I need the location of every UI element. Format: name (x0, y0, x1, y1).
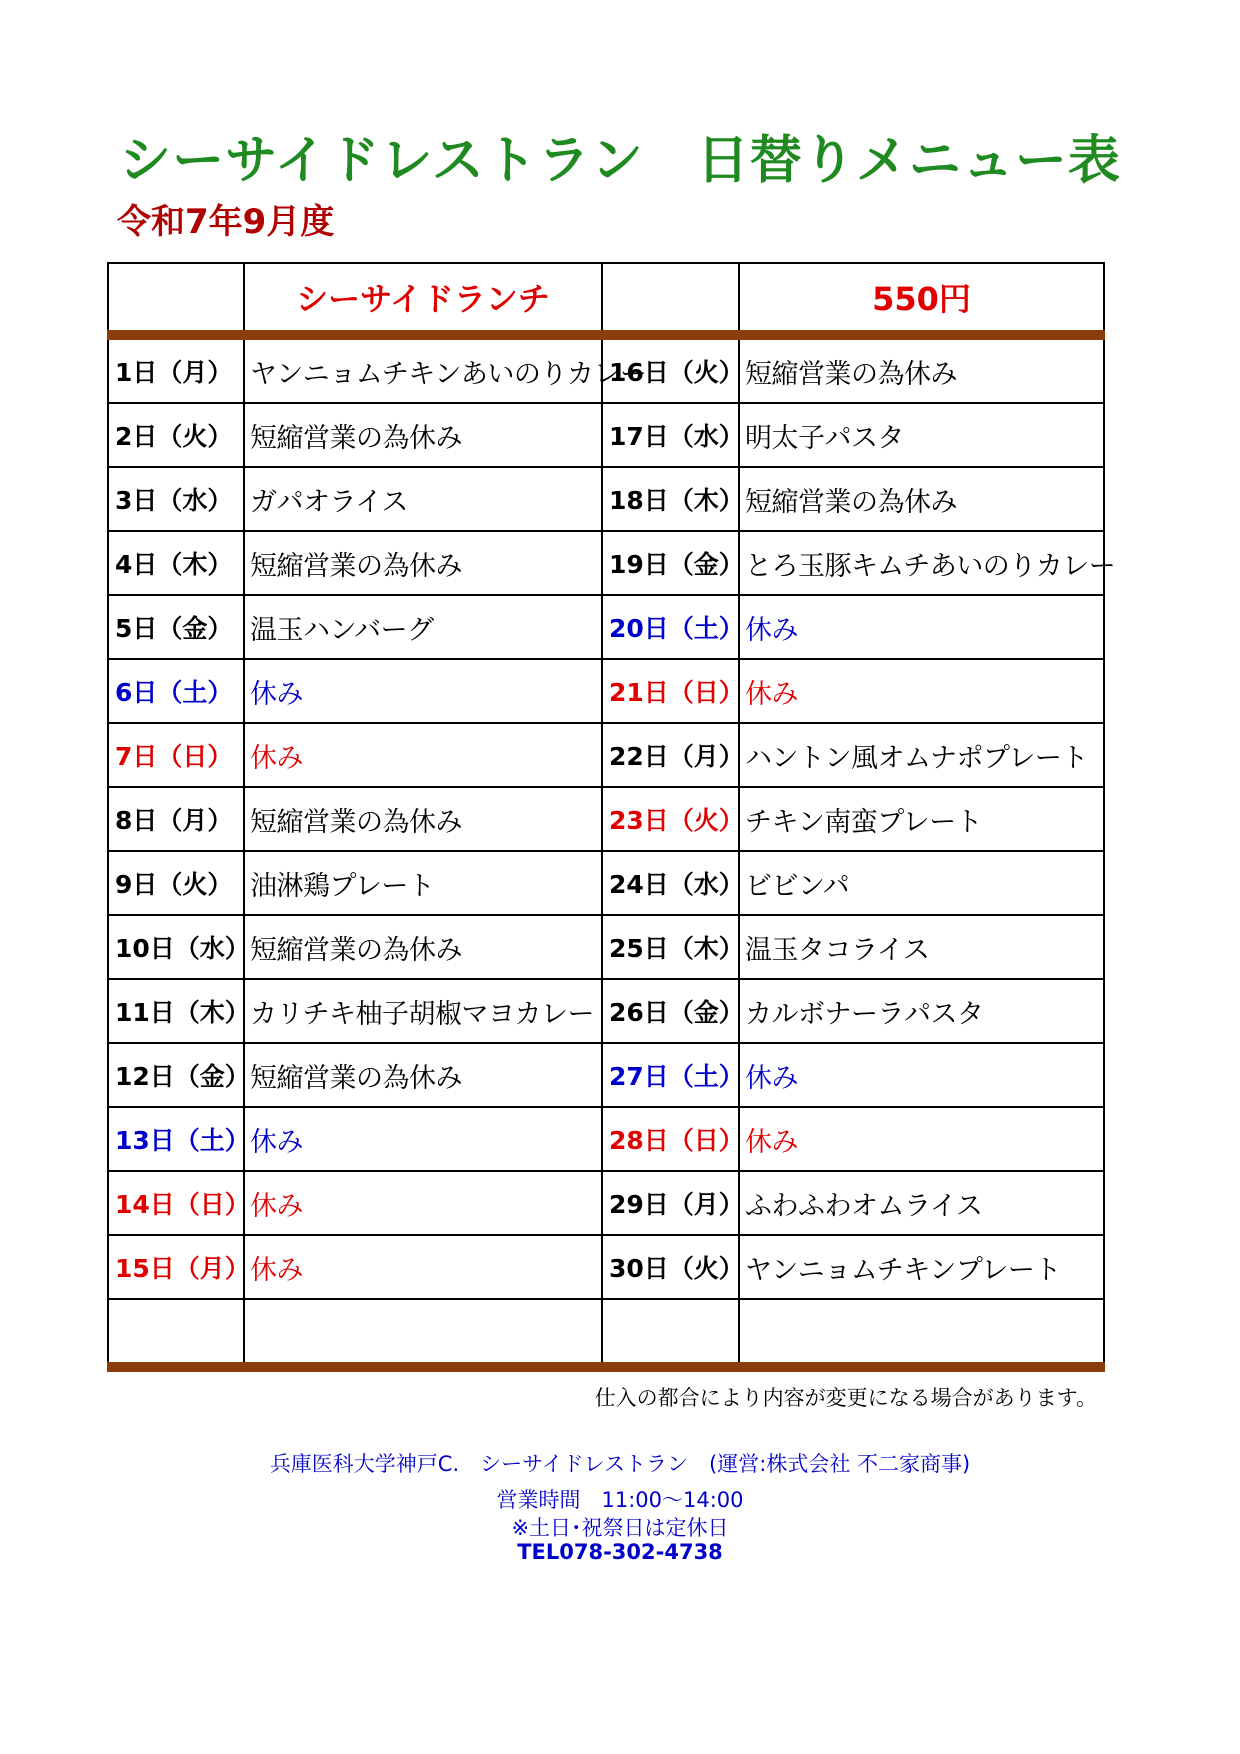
menu-item-cell: ガパオライス (244, 467, 602, 531)
date-cell: 24日（水） (602, 851, 739, 915)
menu-item-cell: 休み (244, 1235, 602, 1299)
table-row (108, 979, 1104, 1043)
menu-item-cell: 短縮営業の為休み (244, 787, 602, 851)
header-blank-cell (602, 263, 739, 335)
menu-item-cell: 休み (244, 659, 602, 723)
date-cell: 3日（水） (108, 467, 244, 531)
date-cell: 19日（金） (602, 531, 739, 595)
menu-item-cell: 休み (244, 1107, 602, 1171)
table-header-row (108, 263, 1104, 335)
menu-item-cell: 休み (244, 1171, 602, 1235)
table-row (108, 915, 1104, 979)
month-subtitle: 令和7年9月度 (117, 202, 335, 242)
table-row (108, 723, 1104, 787)
menu-item-cell: カルボナーラパスタ (739, 979, 1104, 1043)
date-cell: 14日（日） (108, 1171, 244, 1235)
date-cell: 10日（水） (108, 915, 244, 979)
date-cell: 21日（日） (602, 659, 739, 723)
date-cell: 12日（金） (108, 1043, 244, 1107)
menu-item-cell: 油淋鶏プレート (244, 851, 602, 915)
menu-item-cell: ヤンニョムチキンプレート (739, 1235, 1104, 1299)
menu-table (107, 262, 1116, 1372)
menu-item-cell: 休み (739, 1043, 1104, 1107)
menu-item-cell: カリチキ柚子胡椒マヨカレー (244, 979, 602, 1043)
menu-item-cell: 明太子パスタ (739, 403, 1104, 467)
menu-item-cell: ビビンパ (739, 851, 1104, 915)
menu-item-cell: 休み (739, 595, 1104, 659)
table-row (108, 1171, 1104, 1235)
change-notice: 仕入の都合により内容が変更になる場合があります。 (594, 1386, 1097, 1410)
table-row (108, 335, 1104, 403)
menu-item-cell: 休み (244, 723, 602, 787)
menu-item-cell: 休み (739, 659, 1104, 723)
menu-item-cell: 休み (739, 1107, 1104, 1171)
date-cell: 1日（月） (108, 335, 244, 403)
date-cell: 13日（土） (108, 1107, 244, 1171)
date-cell: 2日（火） (108, 403, 244, 467)
date-cell: 25日（木） (602, 915, 739, 979)
menu-item-cell: ヤンニョムチキンあいのりカレー (244, 335, 602, 403)
lunch-name-header: シーサイドランチ (244, 263, 602, 335)
date-cell: 18日（木） (602, 467, 739, 531)
menu-item-cell: ふわふわオムライス (739, 1171, 1104, 1235)
menu-item-cell: 短縮営業の為休み (244, 531, 602, 595)
menu-item-cell: とろ玉豚キムチあいのりカレー (739, 531, 1104, 595)
menu-item-cell: 短縮営業の為休み (244, 1043, 602, 1107)
date-cell: 15日（月） (108, 1235, 244, 1299)
empty-cell (108, 1299, 244, 1367)
date-cell: 16日（火） (602, 335, 739, 403)
menu-item-cell: 温玉タコライス (739, 915, 1104, 979)
date-cell: 26日（金） (602, 979, 739, 1043)
date-cell: 20日（土） (602, 595, 739, 659)
menu-item-cell: ハントン風オムナポプレート (739, 723, 1104, 787)
date-cell: 29日（月） (602, 1171, 739, 1235)
date-cell: 17日（水） (602, 403, 739, 467)
empty-row (108, 1299, 1104, 1367)
menu-item-cell: 短縮営業の為休み (739, 335, 1104, 403)
date-cell: 23日（火） (602, 787, 739, 851)
table-row (108, 851, 1104, 915)
date-cell: 9日（火） (108, 851, 244, 915)
table-row (108, 659, 1104, 723)
table-row (108, 531, 1104, 595)
footer-holidays: ※土日･祝祭日は定休日 (511, 1516, 729, 1540)
header-blank-cell (108, 263, 244, 335)
footer-hours: 営業時間 11:00～14:00 (496, 1488, 744, 1512)
price-header: 550円 (739, 263, 1104, 335)
table-row (108, 403, 1104, 467)
empty-cell (602, 1299, 739, 1367)
table-row (108, 1043, 1104, 1107)
date-cell: 27日（土） (602, 1043, 739, 1107)
table-row (108, 1235, 1104, 1299)
empty-cell (739, 1299, 1104, 1367)
empty-cell (244, 1299, 602, 1367)
table-row (108, 787, 1104, 851)
menu-item-cell: 短縮営業の為休み (244, 403, 602, 467)
footer-restaurant-info: 兵庫医科大学神戸C. シーサイドレストラン (運営:株式会社 不二家商事) (269, 1452, 971, 1476)
menu-item-cell: チキン南蛮プレート (739, 787, 1104, 851)
table-row (108, 467, 1104, 531)
date-cell: 30日（火） (602, 1235, 739, 1299)
date-cell: 8日（月） (108, 787, 244, 851)
menu-item-cell: 温玉ハンバーグ (244, 595, 602, 659)
date-cell: 28日（日） (602, 1107, 739, 1171)
menu-item-cell: 短縮営業の為休み (739, 467, 1104, 531)
date-cell: 5日（金） (108, 595, 244, 659)
footer-phone: TEL078-302-4738 (517, 1540, 723, 1564)
date-cell: 22日（月） (602, 723, 739, 787)
menu-item-cell: 短縮営業の為休み (244, 915, 602, 979)
table-row (108, 595, 1104, 659)
table-row (108, 1107, 1104, 1171)
page-title: シーサイドレストラン 日替りメニュー表 (119, 131, 1121, 191)
date-cell: 6日（土） (108, 659, 244, 723)
date-cell: 11日（木） (108, 979, 244, 1043)
date-cell: 4日（木） (108, 531, 244, 595)
date-cell: 7日（日） (108, 723, 244, 787)
